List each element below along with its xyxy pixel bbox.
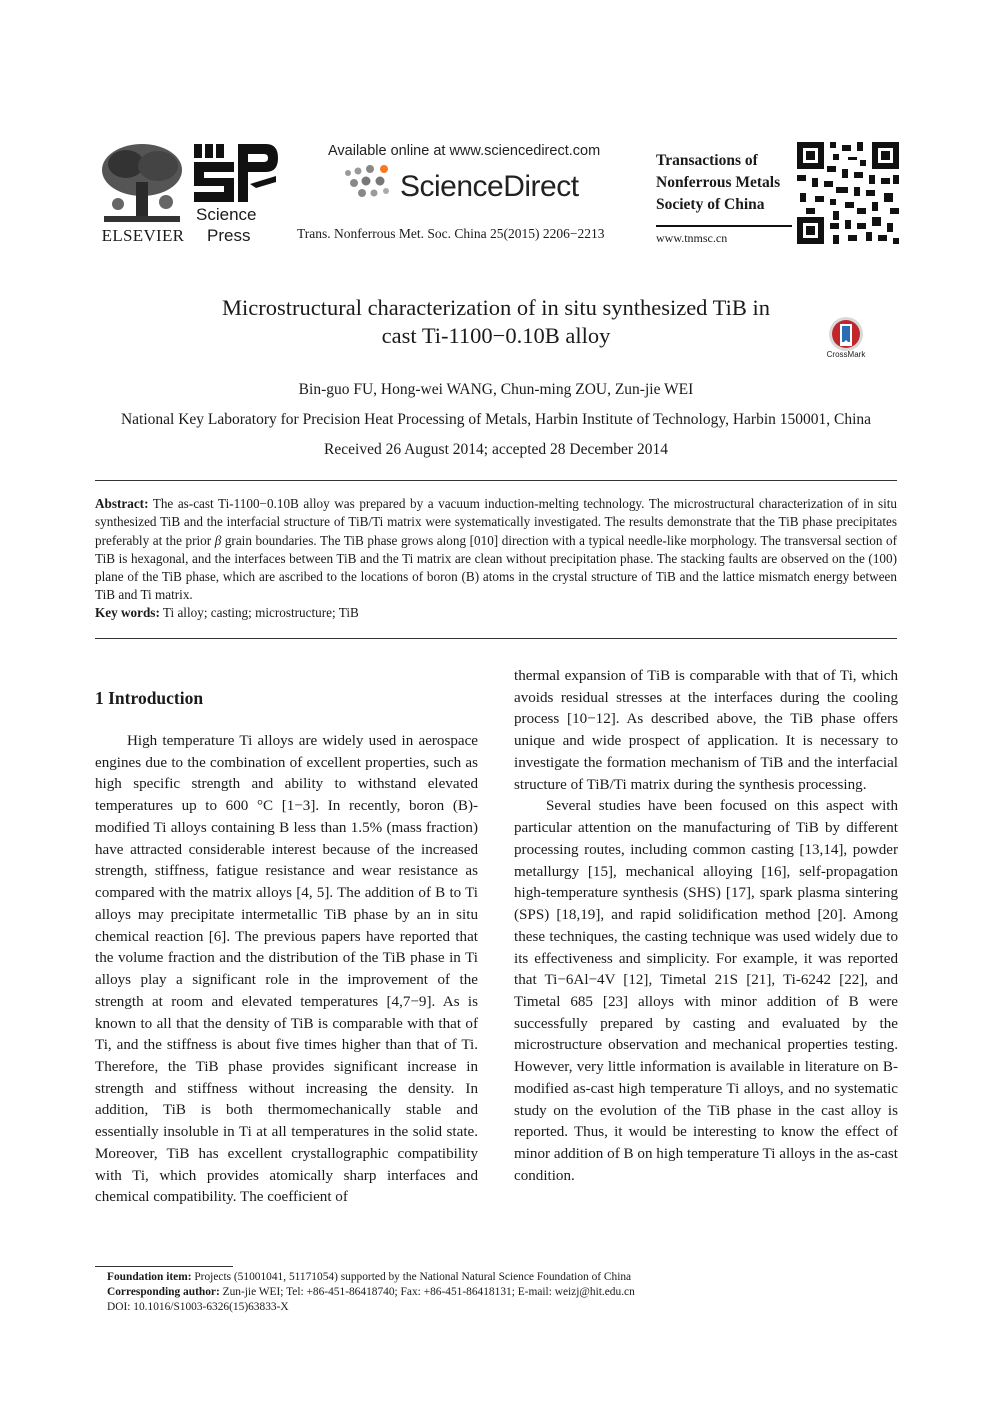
journal-name-line1: Transactions of	[656, 152, 758, 169]
footnote-rule	[95, 1266, 233, 1267]
keywords	[95, 605, 897, 621]
received-accepted-dates: Received 26 August 2014; accepted 28 December 2014	[324, 441, 668, 458]
author-list: Bin-guo FU, Hong-wei WANG, Chun-ming ZOU, Zun-jie WEI	[298, 381, 694, 398]
science-press-line2: Press	[207, 226, 251, 245]
body-paragraph: thermal expansion of TiB is comparable with that of Ti, which avoids residual stresses at the interfaces during the cooling process [10−12]. As described above, the TiB phase offers unique and wide prospect of application. It is necessary to investigate the formation mechanism of TiB and the interfacial structure of TiB/Ti matrix during the synthesis processing.	[514, 668, 898, 793]
foundation-text: Projects (51001041, 51171054) supported by the National Natural Science Foundation of China	[194, 1271, 632, 1283]
journal-name-divider	[656, 225, 792, 227]
left-column	[95, 731, 478, 1209]
abstract-beta-symbol: β	[214, 532, 222, 548]
body-paragraph: Several studies have been focused on this aspect with particular attention on the manufacturing of TiB by different processing routes, including common casting [13,14], powder metallurgy [15], mechanical alloying [16], self-propagation high-temperature synthesis (SHS) [17], spark plasma sintering (SPS) [18,19], and rapid solidification method [20]. Among these techniques, the casting technique was used widely due to its effectiveness and simplicity. For example, it was reported that Ti−6Al−4V [12], Timetal 21S [21], Ti-6242 [22], and Timetal 685 [23] alloys with minor addition of B were successfully prepared by casting and evaluated by the microstructure observation and mechanical properties testing. However, very little information is available in literature on B-modified as-cast high temperature Ti alloys, and no systematic study on the evolution of the TiB phase in the cast alloy is reported. Thus, it would be interesting to know the effect of minor addition of B on high temperature Ti alloys in the as-cast condition.	[514, 798, 898, 1184]
abstract-text-continued: grain boundaries. The TiB phase grows along [010] direction with a typical needle-like morphology. The transversal section of TiB is hexagonal, and the interfaces between TiB and the Ti matrix are clean without precipitation phase. The stacking faults are observed on the (100) plane of the TiB phase, which are ascribed to the locations of boron (B) atoms in the crystal structure of TiB and the lattice mismatch energy between TiB and Ti matrix.	[95, 532, 898, 603]
journal-name-line3: Society of China	[656, 196, 765, 213]
abstract-top-rule	[95, 480, 897, 481]
corresponding-author-footnote	[107, 1285, 635, 1300]
affiliation: National Key Laboratory for Precision Heat Processing of Metals, Harbin Institute of Technology, Harbin 150001, China	[120, 411, 872, 428]
qr-code-icon	[797, 142, 899, 244]
keywords-text: Ti alloy; casting; microstructure; TiB	[162, 605, 359, 620]
corresponding-text: Zun-jie WEI; Tel: +86-451-86418740; Fax: +86-451-86418131; E-mail: weizj@hit.edu.cn	[222, 1286, 635, 1298]
section-heading-introduction: 1 Introduction	[95, 688, 204, 708]
foundation-footnote	[107, 1270, 635, 1285]
science-press-line1: Science	[196, 205, 257, 224]
journal-name	[656, 150, 780, 216]
doi-link[interactable]: DOI: 10.1016/S1003-6326(15)63833-X	[107, 1301, 289, 1313]
foundation-label: Foundation item:	[107, 1271, 192, 1283]
corresponding-label: Corresponding author:	[107, 1286, 220, 1298]
available-online-link[interactable]: Available online at www.sciencedirect.com	[328, 143, 601, 159]
abstract	[95, 495, 897, 605]
keywords-label: Key words:	[95, 605, 160, 620]
abstract-text: The as-cast Ti-1100−0.10B alloy was prepared by a vacuum induction-melting technology. The microstructural characterization of in situ synthesized TiB and the interfacial structure of TiB/Ti matrix were systematically investigated. The results demonstrate that the TiB phase precipitates preferably at the prior	[95, 496, 898, 548]
right-column	[514, 666, 898, 1188]
footnotes	[107, 1270, 635, 1315]
journal-citation: Trans. Nonferrous Met. Soc. China 25(2015) 2206−2213	[297, 226, 605, 241]
sciencedirect-wordmark: ScienceDirect	[400, 170, 579, 203]
abstract-label: Abstract:	[95, 496, 149, 511]
article-title	[120, 294, 872, 350]
body-paragraph: High temperature Ti alloys are widely used in aerospace engines due to the combination of excellent properties, such as high specific strength and ability to withstand elevated temperatures up to 600 °C [1−3]. In recently, boron (B)-modified Ti alloys containing B less than 1.5% (mass fraction) have attracted considerable interest because of the increased strength, stiffness, fatigue resistance and wear resistance as compared with the matrix alloys [4, 5]. The addition of B to Ti alloys may precipitate intermetallic TiB phase by an in situ chemical reaction [6]. The previous papers have reported that the volume fraction and the distribution of the TiB phase in Ti alloys play a significant role in the improvement of the strength at room and elevated temperatures [4,7−9]. As is known to all that the density of TiB is comparable with that of Ti, and the stiffness is about five times higher than that of Ti. Therefore, the TiB phase provides significant increase in strength and stiffness without increasing the density. In addition, TiB is both thermomechanically stable and essentially insoluble in Ti at all temperatures in the solid state. Moreover, TiB has excellent crystallographic compatibility with Ti, which provides atomically sharp interfaces and chemical compatibility. The coefficient of	[95, 733, 478, 1206]
title-line2: cast Ti-1100−0.10B alloy	[381, 323, 611, 348]
crossmark-label: CrossMark	[826, 350, 866, 359]
abstract-bottom-rule	[95, 638, 897, 639]
title-line1: Microstructural characterization of in situ synthesized TiB in	[221, 295, 770, 320]
elsevier-wordmark: ELSEVIER	[101, 226, 185, 245]
sciencedirect-dots-icon	[340, 163, 402, 203]
journal-website-link[interactable]: www.tnmsc.cn	[656, 231, 728, 245]
journal-name-line2: Nonferrous Metals	[656, 174, 781, 191]
